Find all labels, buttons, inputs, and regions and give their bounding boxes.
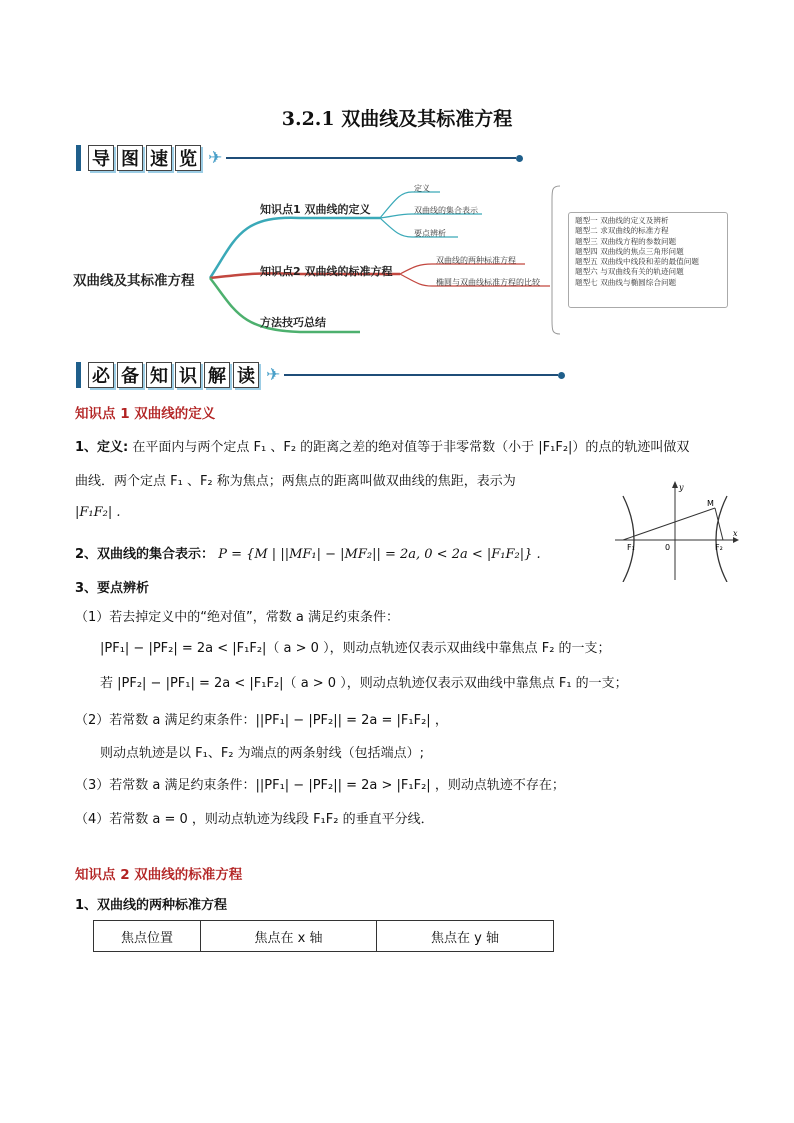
banner-bar bbox=[76, 362, 81, 388]
standard-equation-table bbox=[93, 920, 554, 952]
banner-char: 览 bbox=[175, 145, 201, 171]
mindmap-branch-1: 知识点1 双曲线的定义 bbox=[260, 203, 371, 216]
banner-char: 识 bbox=[175, 362, 201, 388]
page-title: 3.2.1 双曲线及其标准方程 bbox=[281, 108, 513, 130]
table-header-cell: 焦点在 x 轴 bbox=[201, 921, 377, 952]
label-y: y bbox=[679, 483, 684, 492]
banner-dot bbox=[558, 372, 565, 379]
label-f1: F₁ bbox=[627, 543, 635, 552]
mindmap-leaf: 双曲线的两种标准方程 bbox=[436, 256, 516, 265]
mindmap-leaf: 椭圆与双曲线标准方程的比较 bbox=[436, 278, 540, 287]
banner-char: 速 bbox=[146, 145, 172, 171]
question-type: 题型三 双曲线方程的参数问题 bbox=[575, 236, 677, 246]
banner-char: 必 bbox=[88, 362, 114, 388]
question-type: 题型七 双曲线与椭圆综合问题 bbox=[575, 277, 677, 287]
banner-char: 导 bbox=[88, 145, 114, 171]
banner-dot bbox=[516, 155, 523, 162]
knowledge-heading-2: 知识点 2 双曲线的标准方程 bbox=[75, 867, 243, 883]
mindmap-branch-2: 知识点2 双曲线的标准方程 bbox=[260, 265, 393, 278]
banner-char: 读 bbox=[233, 362, 259, 388]
right-branch bbox=[716, 496, 727, 582]
set-representation bbox=[75, 543, 541, 562]
question-type: 题型四 双曲线的焦点三角形问题 bbox=[575, 246, 684, 256]
y-axis-arrow bbox=[672, 481, 678, 488]
mindmap-leaf: 双曲线的集合表示 bbox=[414, 206, 478, 215]
question-type: 题型二 求双曲线的标准方程 bbox=[575, 226, 669, 236]
table-header-cell: 焦点位置 bbox=[94, 921, 201, 952]
mindmap-branch-3: 方法技巧总结 bbox=[260, 316, 326, 329]
question-type-box bbox=[568, 212, 728, 308]
standard-equation-subheading: 1、双曲线的两种标准方程 bbox=[75, 898, 228, 913]
point-2: （2）若常数 a 满足约束条件：||PF₁| − |PF₂|| = 2a = |F₁F₂| ， bbox=[75, 713, 448, 728]
definition-line-1 bbox=[75, 436, 689, 455]
question-type: 题型五 双曲线中线段和差的最值问题 bbox=[575, 257, 699, 267]
question-type: 题型六 与双曲线有关的轨迹问题 bbox=[575, 267, 684, 277]
points-label: 3、要点辨析 bbox=[75, 581, 150, 596]
point-1a: |PF₁| − |PF₂| = 2a < |F₁F₂|（ a > 0 ），则动点轨迹仅表示双曲线中靠焦点 F₂ 的一支； bbox=[100, 641, 611, 656]
paper-plane-icon: ✈ bbox=[266, 365, 281, 385]
section-banner-mindmap bbox=[76, 145, 523, 171]
banner-line bbox=[226, 157, 516, 159]
segment-mf1 bbox=[623, 508, 715, 540]
definition-line-2: 曲线．两个定点 F₁ 、F₂ 称为焦点；两焦点的距离叫做双曲线的焦距，表示为 bbox=[75, 474, 516, 489]
knowledge-heading-1: 知识点 1 双曲线的定义 bbox=[75, 406, 216, 422]
banner-line bbox=[284, 374, 558, 376]
mindmap-root: 双曲线及其标准方程 bbox=[73, 273, 195, 289]
section-banner-knowledge bbox=[76, 362, 565, 388]
point-1: （1）若去掉定义中的“绝对值”，常数 a 满足约束条件： bbox=[75, 610, 399, 625]
point-4: （4）若常数 a = 0 ，则动点轨迹为线段 F₁F₂ 的垂直平分线． bbox=[75, 812, 434, 827]
label-x: x bbox=[733, 529, 738, 538]
set-label: 2、双曲线的集合表示： bbox=[75, 547, 215, 562]
label-f2: F₂ bbox=[715, 543, 723, 552]
mindmap-leaf: 要点辨析 bbox=[414, 229, 446, 238]
banner-bar bbox=[76, 145, 81, 171]
point-1b: 若 |PF₂| − |PF₁| = 2a < |F₁F₂|（ a > 0 ），则动点轨迹仅表示双曲线中靠焦点 F₁ 的一支； bbox=[100, 676, 628, 691]
point-2b: 则动点轨迹是以 F₁、F₂ 为端点的两条射线（包括端点）; bbox=[100, 746, 425, 761]
table-header-cell: 焦点在 y 轴 bbox=[377, 921, 554, 952]
paper-plane-icon: ✈ bbox=[208, 148, 223, 168]
banner-char: 解 bbox=[204, 362, 230, 388]
banner-char: 知 bbox=[146, 362, 172, 388]
definition-line-3: |F₁F₂| . bbox=[75, 505, 121, 520]
definition-label: 1、定义: bbox=[75, 440, 129, 455]
label-origin: 0 bbox=[665, 543, 671, 552]
banner-char: 备 bbox=[117, 362, 143, 388]
hyperbola-figure bbox=[615, 478, 745, 582]
label-m: M bbox=[707, 499, 714, 508]
mindmap-leaf: 定义 bbox=[414, 184, 430, 193]
set-formula: P = {M | ||MF₁| − |MF₂|| = 2a, 0 < 2a < |F₁F₂|} . bbox=[218, 547, 541, 562]
banner-char: 图 bbox=[117, 145, 143, 171]
bracket bbox=[552, 186, 560, 334]
question-type: 题型一 双曲线的定义及辨析 bbox=[575, 216, 669, 225]
point-3: （3）若常数 a 满足约束条件：||PF₁| − |PF₂|| = 2a > |F₁F₂| ，则动点轨迹不存在； bbox=[75, 778, 565, 793]
definition-text: 在平面内与两个定点 F₁ 、F₂ 的距离之差的绝对值等于非零常数（小于 |F₁F₂|）的点的轨迹叫做双 bbox=[132, 440, 690, 455]
table-header-row bbox=[94, 921, 554, 952]
